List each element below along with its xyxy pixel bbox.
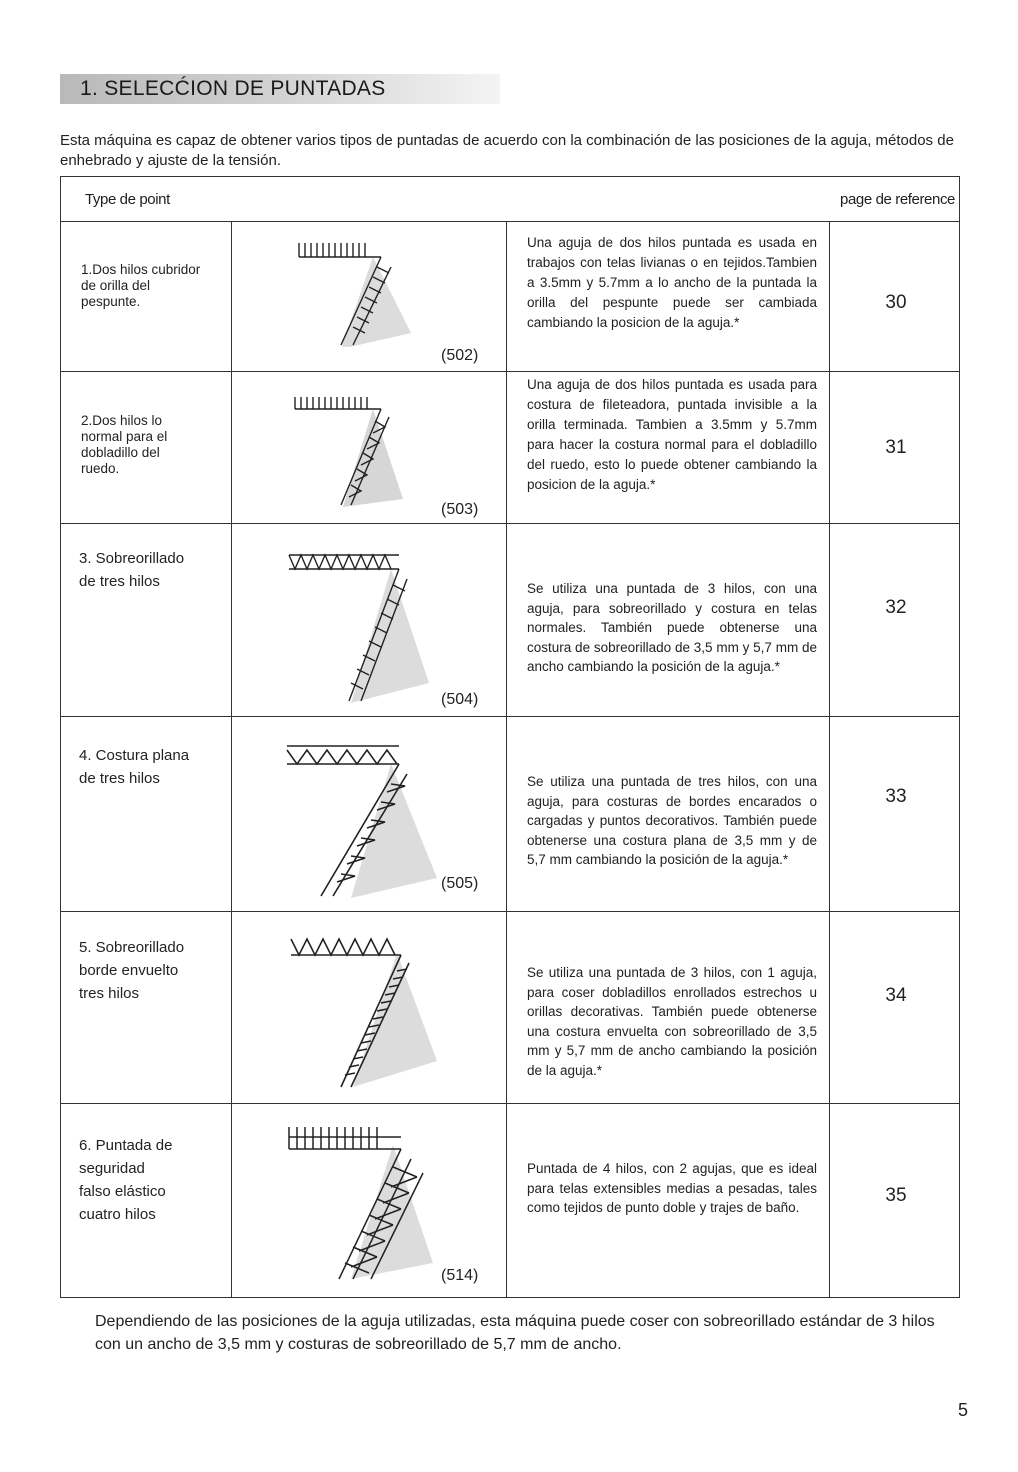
- section-title: 1. SELECĆION DE PUNTADAS: [80, 77, 386, 100]
- table-row: [61, 221, 959, 371]
- stitch-code: (503): [441, 501, 479, 518]
- page-reference: 30: [885, 292, 907, 313]
- page-number: 5: [958, 1400, 969, 1420]
- stitch-type-label: 2.Dos hilos lo normal para el dobladillo del ruedo.: [81, 413, 168, 476]
- intro-paragraph: Esta máquina es capaz de obtener varios tipos de puntadas de acuerdo con la combinación de las posiciones de la aguja, métodos de enhebrado y ajuste de la tensión.: [60, 132, 954, 169]
- stitch-code: (505): [441, 875, 479, 892]
- table-row: [61, 716, 959, 911]
- stitch-description: Se utiliza una puntada de 3 hilos, con una aguja, para sobreorillado y costura en telas normales. También puede obtenerse una costura de sobreorillado de 3,5 mm y 5,7 mm de ancho cambiando la posición de la aguja.*: [527, 581, 817, 674]
- stitch-type-label: 1.Dos hilos cubridor de orilla del pespunte.: [81, 262, 201, 309]
- stitch-description: Una aguja de dos hilos puntada es usada para costura de fileteadora, puntada invisible a la orilla terminada. Tambien a 3.5mm y 5.7mm para hacer la costura normal para el dobladillo del ruedo, esto lo puede obtener cambiando la posicion de la aguja.*: [527, 377, 817, 492]
- flatlock-stitch-icon: [281, 740, 441, 900]
- page-reference: 35: [885, 1185, 907, 1206]
- rolled-hem-stitch-icon: [281, 931, 441, 1091]
- stitch-code: (504): [441, 691, 479, 708]
- table-row: [61, 371, 959, 523]
- stitch-type-label: 5. Sobreorillado borde envuelto tres hilos: [79, 939, 185, 1002]
- stitch-code: (514): [441, 1267, 479, 1284]
- stitch-description: Se utiliza una puntada de 3 hilos, con 1 aguja, para coser dobladillos enrollados estrechos u orillas decorativas. También puede obtenerse una costura envuelta con sobreorillado de 3,5 mm y 5,7 mm de ancho cambiando la posición de la aguja.*: [527, 965, 817, 1078]
- stitch-description: Se utiliza una puntada de tres hilos, con una aguja, para costuras de bordes encarados o cargadas y puntos decorativos. También puede obtenerse una costura plana de 3,5 mm y de 5,7 mm cambiando la posición de la aguja.*: [527, 774, 817, 867]
- blind-hem-stitch-icon: [281, 389, 421, 509]
- footer-note: Dependiendo de las posiciones de la aguja utilizadas, esta máquina puede coser con sobreorillado estándar de 3 hilos con un ancho de 3,5 mm y costuras de sobreorillado de 5,7 mm de ancho.: [95, 1313, 935, 1353]
- stitch-description: Una aguja de dos hilos puntada es usada en trabajos con telas livianas o en tejidos.Tambien a 3.5mm y 5.7mm a lo ancho de la puntada la orilla del pespunte puede ser cambiada cambiando la posicion de la aguja.*: [527, 235, 817, 330]
- stitch-table: [60, 176, 960, 1298]
- header-page-reference: page de reference: [840, 191, 955, 208]
- overedge-stitch-icon: [281, 237, 421, 347]
- stitch-type-label: 4. Costura plana de tres hilos: [79, 747, 190, 787]
- stitch-type-label: 6. Puntada de seguridad falso elástico cuatro hilos: [79, 1137, 173, 1223]
- three-thread-overlock-icon: [281, 545, 431, 705]
- header-stitch-type: Type de point: [85, 191, 170, 208]
- stitch-description: Puntada de 4 hilos, con 2 agujas, que es ideal para telas extensibles medias a pesadas, tales como tejidos de punto doble y trajes de baño.: [527, 1161, 817, 1215]
- table-row: [61, 1103, 959, 1299]
- page-reference: 33: [885, 786, 907, 807]
- page-reference: 34: [885, 985, 907, 1006]
- stitch-code: (502): [441, 347, 479, 364]
- stitch-type-label: 3. Sobreorillado de tres hilos: [79, 550, 185, 590]
- table-row: [61, 911, 959, 1103]
- page-reference: 31: [885, 437, 907, 458]
- section-title-bar: [60, 74, 500, 104]
- page-reference: 32: [885, 597, 907, 618]
- safety-stitch-icon: [281, 1123, 441, 1283]
- table-row: [61, 523, 959, 716]
